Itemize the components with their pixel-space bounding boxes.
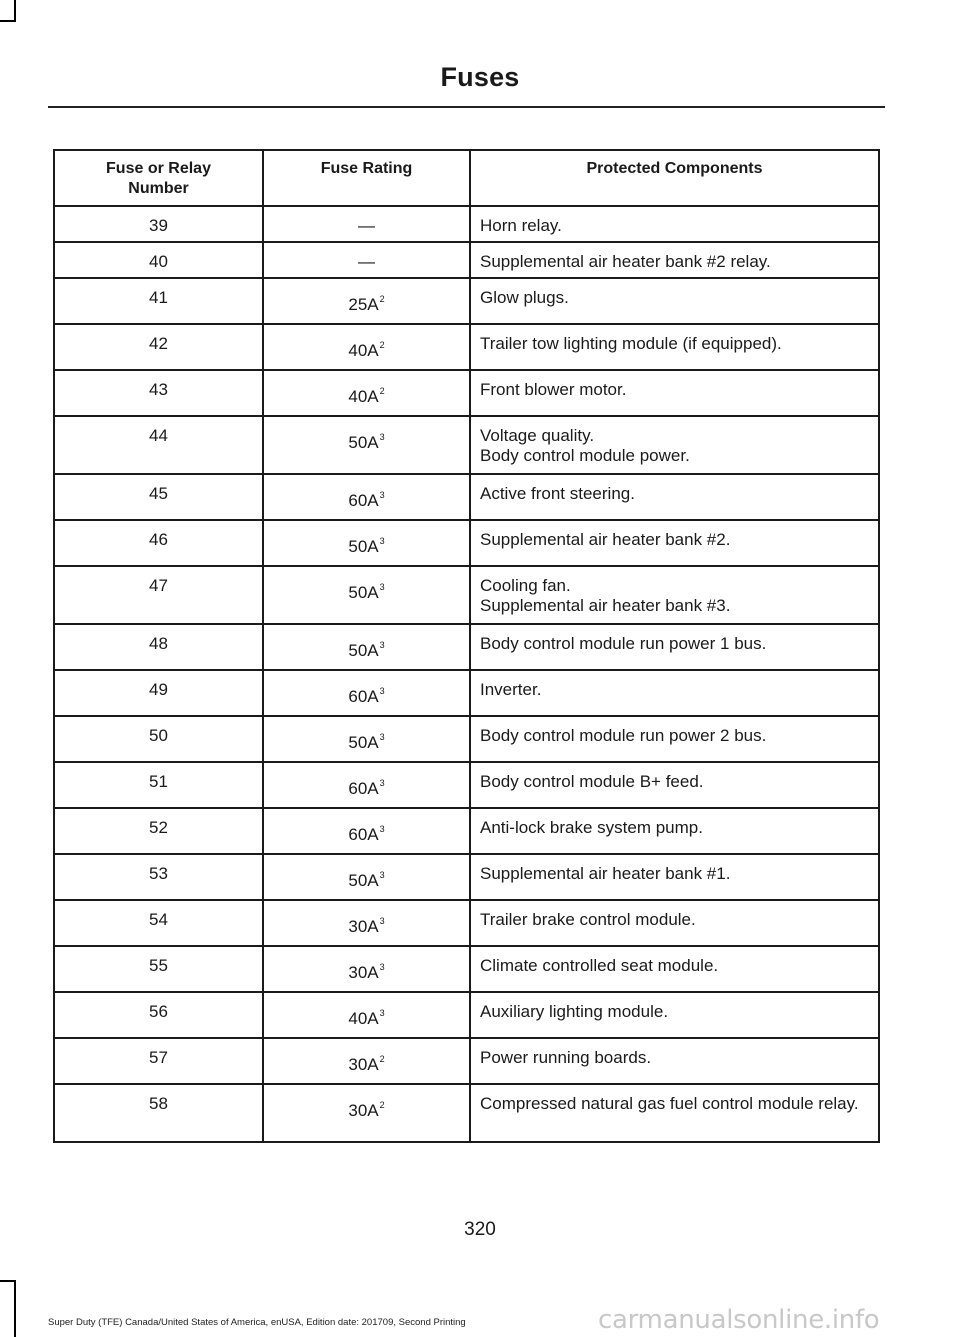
fuse-rating-value: 60A — [348, 687, 379, 706]
protected-components — [470, 278, 879, 324]
fuse-rating — [263, 900, 470, 946]
fuse-rating — [263, 242, 470, 278]
component-text: Body control module run power 2 bus. — [480, 726, 767, 745]
crop-mark — [14, 1280, 16, 1337]
protected-components — [470, 416, 879, 474]
fuse-number: 54 — [54, 900, 263, 946]
footer-text: Super Duty (TFE) Canada/United States of America, enUSA, Edition date: 201709, Second Printing — [48, 1317, 466, 1328]
fuse-rating — [263, 520, 470, 566]
component-text: Horn relay. — [480, 216, 562, 235]
footnote-marker: 3 — [379, 686, 385, 696]
fuse-number: 50 — [54, 716, 263, 762]
fuse-rating-value: 30A — [348, 917, 379, 936]
fuse-number: 55 — [54, 946, 263, 992]
fuse-table — [53, 149, 880, 1143]
component-text: Trailer tow lighting module (if equipped). — [480, 334, 782, 353]
fuse-number: 45 — [54, 474, 263, 520]
protected-components — [470, 808, 879, 854]
fuse-rating-value: 30A — [348, 963, 379, 982]
footnote-marker: 2 — [379, 294, 385, 304]
fuse-rating-value: 50A — [348, 641, 379, 660]
fuse-number: 53 — [54, 854, 263, 900]
protected-components — [470, 992, 879, 1038]
component-text: Body control module run power 1 bus. — [480, 634, 767, 653]
crop-mark — [14, 0, 16, 20]
fuse-rating — [263, 992, 470, 1038]
protected-components — [470, 670, 879, 716]
table-row — [54, 206, 879, 242]
table-row — [54, 992, 879, 1038]
fuse-rating — [263, 370, 470, 416]
page-number: 320 — [464, 1219, 496, 1240]
protected-components — [470, 1084, 879, 1142]
component-text: Voltage quality. — [480, 426, 595, 445]
component-text: Body control module B+ feed. — [480, 772, 704, 791]
table-row — [54, 566, 879, 624]
fuse-rating-value: 30A — [348, 1055, 379, 1074]
footnote-marker: 2 — [379, 340, 385, 350]
fuse-rating — [263, 1084, 470, 1142]
footnote-marker: 2 — [379, 386, 385, 396]
fuse-number: 48 — [54, 624, 263, 670]
fuse-rating — [263, 474, 470, 520]
component-text: Trailer brake control module. — [480, 910, 696, 929]
fuse-rating — [263, 278, 470, 324]
protected-components — [470, 370, 879, 416]
column-header-rating: Fuse Rating — [263, 150, 470, 206]
table-row — [54, 474, 879, 520]
fuse-rating-value: 40A — [348, 387, 379, 406]
fuse-rating-value: 40A — [348, 341, 379, 360]
footnote-marker: 3 — [379, 490, 385, 500]
component-text: Anti-lock brake system pump. — [480, 818, 703, 837]
table-row — [54, 1038, 879, 1084]
header-rule — [48, 106, 885, 108]
table-row — [54, 416, 879, 474]
fuse-number: 39 — [54, 206, 263, 242]
table-row — [54, 946, 879, 992]
fuse-rating — [263, 566, 470, 624]
fuse-rating — [263, 416, 470, 474]
footnote-marker: 3 — [379, 1008, 385, 1018]
table-row — [54, 808, 879, 854]
fuse-number: 40 — [54, 242, 263, 278]
page-title: Fuses — [440, 62, 520, 92]
table-row — [54, 716, 879, 762]
table-row — [54, 762, 879, 808]
footnote-marker: 3 — [379, 916, 385, 926]
fuse-rating — [263, 670, 470, 716]
fuse-rating-value: 25A — [348, 295, 379, 314]
fuse-rating — [263, 808, 470, 854]
fuse-rating-value: 50A — [348, 583, 379, 602]
protected-components — [470, 324, 879, 370]
protected-components — [470, 854, 879, 900]
fuse-number: 51 — [54, 762, 263, 808]
fuse-rating — [263, 206, 470, 242]
protected-components — [470, 520, 879, 566]
component-text: Cooling fan. — [480, 576, 571, 595]
component-text: Power running boards. — [480, 1048, 652, 1067]
component-text: Body control module power. — [480, 446, 690, 465]
footnote-marker: 3 — [379, 778, 385, 788]
component-text: Supplemental air heater bank #3. — [480, 596, 731, 615]
table-row — [54, 278, 879, 324]
component-text: Climate controlled seat module. — [480, 956, 719, 975]
protected-components — [470, 762, 879, 808]
table-row — [54, 520, 879, 566]
fuse-number: 46 — [54, 520, 263, 566]
crop-mark — [0, 1280, 16, 1282]
table-row — [54, 624, 879, 670]
protected-components — [470, 716, 879, 762]
column-header-components: Protected Components — [470, 150, 879, 206]
footnote-marker: 3 — [379, 824, 385, 834]
table-row — [54, 670, 879, 716]
footnote-marker: 3 — [379, 640, 385, 650]
fuse-rating-value: 30A — [348, 1101, 379, 1120]
protected-components — [470, 946, 879, 992]
component-text: Active front steering. — [480, 484, 635, 503]
protected-components — [470, 1038, 879, 1084]
protected-components — [470, 206, 879, 242]
protected-components — [470, 242, 879, 278]
footnote-marker: 3 — [379, 962, 385, 972]
fuse-rating-value: 50A — [348, 537, 379, 556]
table-row — [54, 324, 879, 370]
table-row — [54, 370, 879, 416]
fuse-rating-value: 50A — [348, 871, 379, 890]
fuse-rating-value: — — [358, 216, 375, 235]
table-row — [54, 854, 879, 900]
fuse-number: 58 — [54, 1084, 263, 1142]
fuse-number: 56 — [54, 992, 263, 1038]
footnote-marker: 3 — [379, 870, 385, 880]
fuse-rating-value: 50A — [348, 733, 379, 752]
component-text: Front blower motor. — [480, 380, 627, 399]
column-header-number: Fuse or Relay Number — [54, 150, 263, 206]
fuse-rating-value: 60A — [348, 779, 379, 798]
protected-components — [470, 566, 879, 624]
fuse-rating-value: 40A — [348, 1009, 379, 1028]
fuse-rating-value: — — [358, 252, 375, 271]
component-text: Supplemental air heater bank #2. — [480, 530, 731, 549]
footnote-marker: 3 — [379, 432, 385, 442]
footnote-marker: 3 — [379, 582, 385, 592]
fuse-rating — [263, 716, 470, 762]
component-text: Compressed natural gas fuel control module relay. — [480, 1094, 859, 1113]
component-text: Auxiliary lighting module. — [480, 1002, 669, 1021]
fuse-number: 43 — [54, 370, 263, 416]
watermark: carmanualsonline.info — [598, 1305, 880, 1335]
component-text: Inverter. — [480, 680, 542, 699]
fuse-number: 57 — [54, 1038, 263, 1084]
fuse-number: 41 — [54, 278, 263, 324]
fuse-number: 44 — [54, 416, 263, 474]
footnote-marker: 3 — [379, 536, 385, 546]
fuse-rating — [263, 946, 470, 992]
protected-components — [470, 624, 879, 670]
fuse-number: 49 — [54, 670, 263, 716]
table-row — [54, 900, 879, 946]
table-row — [54, 1084, 879, 1142]
component-text: Supplemental air heater bank #1. — [480, 864, 731, 883]
fuse-rating — [263, 624, 470, 670]
fuse-rating-value: 50A — [348, 433, 379, 452]
protected-components — [470, 900, 879, 946]
component-text: Glow plugs. — [480, 288, 569, 307]
footnote-marker: 2 — [379, 1100, 385, 1110]
fuse-rating — [263, 1038, 470, 1084]
fuse-rating-value: 60A — [348, 491, 379, 510]
footnote-marker: 2 — [379, 1054, 385, 1064]
crop-mark — [0, 20, 16, 22]
fuse-number: 47 — [54, 566, 263, 624]
fuse-rating — [263, 762, 470, 808]
component-text: Supplemental air heater bank #2 relay. — [480, 252, 771, 271]
fuse-rating — [263, 324, 470, 370]
fuse-number: 52 — [54, 808, 263, 854]
fuse-rating-value: 60A — [348, 825, 379, 844]
footnote-marker: 3 — [379, 732, 385, 742]
fuse-rating — [263, 854, 470, 900]
table-header-row — [54, 150, 879, 206]
table-row — [54, 242, 879, 278]
protected-components — [470, 474, 879, 520]
fuse-number: 42 — [54, 324, 263, 370]
